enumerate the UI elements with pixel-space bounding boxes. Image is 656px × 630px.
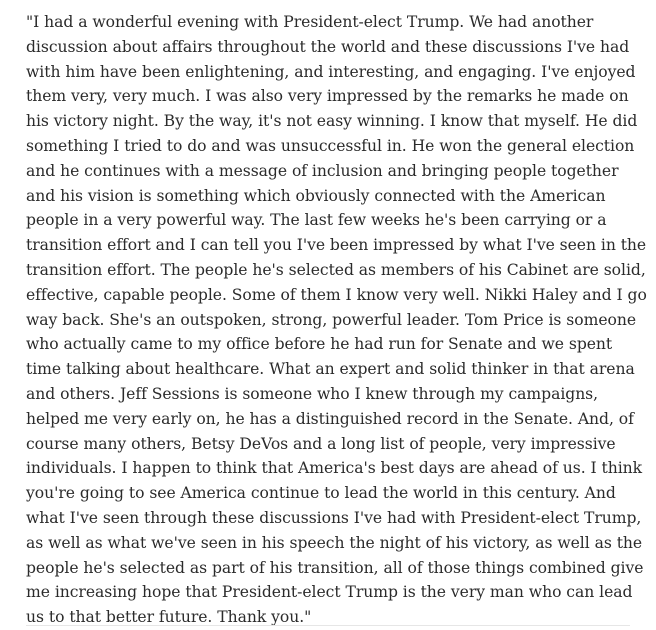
- section-divider: [26, 625, 630, 626]
- quote-paragraph: "I had a wonderful evening with President-elect Trump. We had another discussion about affairs throughout the world and these discussions I've had with him have been enlightening, and interesting, and engaging. I've enjoyed them very, very much. I was also very impressed by the remarks he made on his victory night. By the way, it's not easy winning. I know that myself. He did something I tried to do and was unsuccessful in. He won the general election and he continues with a message of inclusion and bringing people together and his vision is something which obviously connected with the American people in a very powerful way. The last few weeks he's been carrying or a transition effort and I can tell you I've been impressed by what I've seen in the transition effort. The people he's selected as members of his Cabinet are solid, effective, capable people. Some of them I know very well. Nikki Haley and I go way back. She's an outspoken, strong, powerful leader. Tom Price is someone who actually came to my office before he had run for Senate and we spent time talking about healthcare. What an expert and solid thinker in that arena and others. Jeff Sessions is someone who I knew through my campaigns, helped me very early on, he has a distinguished record in the Senate. And, of course many others, Betsy DeVos and a long list of people, very impressive individuals. I happen to think that America's best days are ahead of us. I think you're going to see America continue to lead the world in this century. And what I've seen through these discussions I've had with President-elect Trump, as well as what we've seen in his speech the night of his victory, as well as the people he's selected as part of his transition, all of those things combined give me increasing hope that President-elect Trump is the very man who can lead us to that better future. Thank you.": [26, 13, 647, 627]
